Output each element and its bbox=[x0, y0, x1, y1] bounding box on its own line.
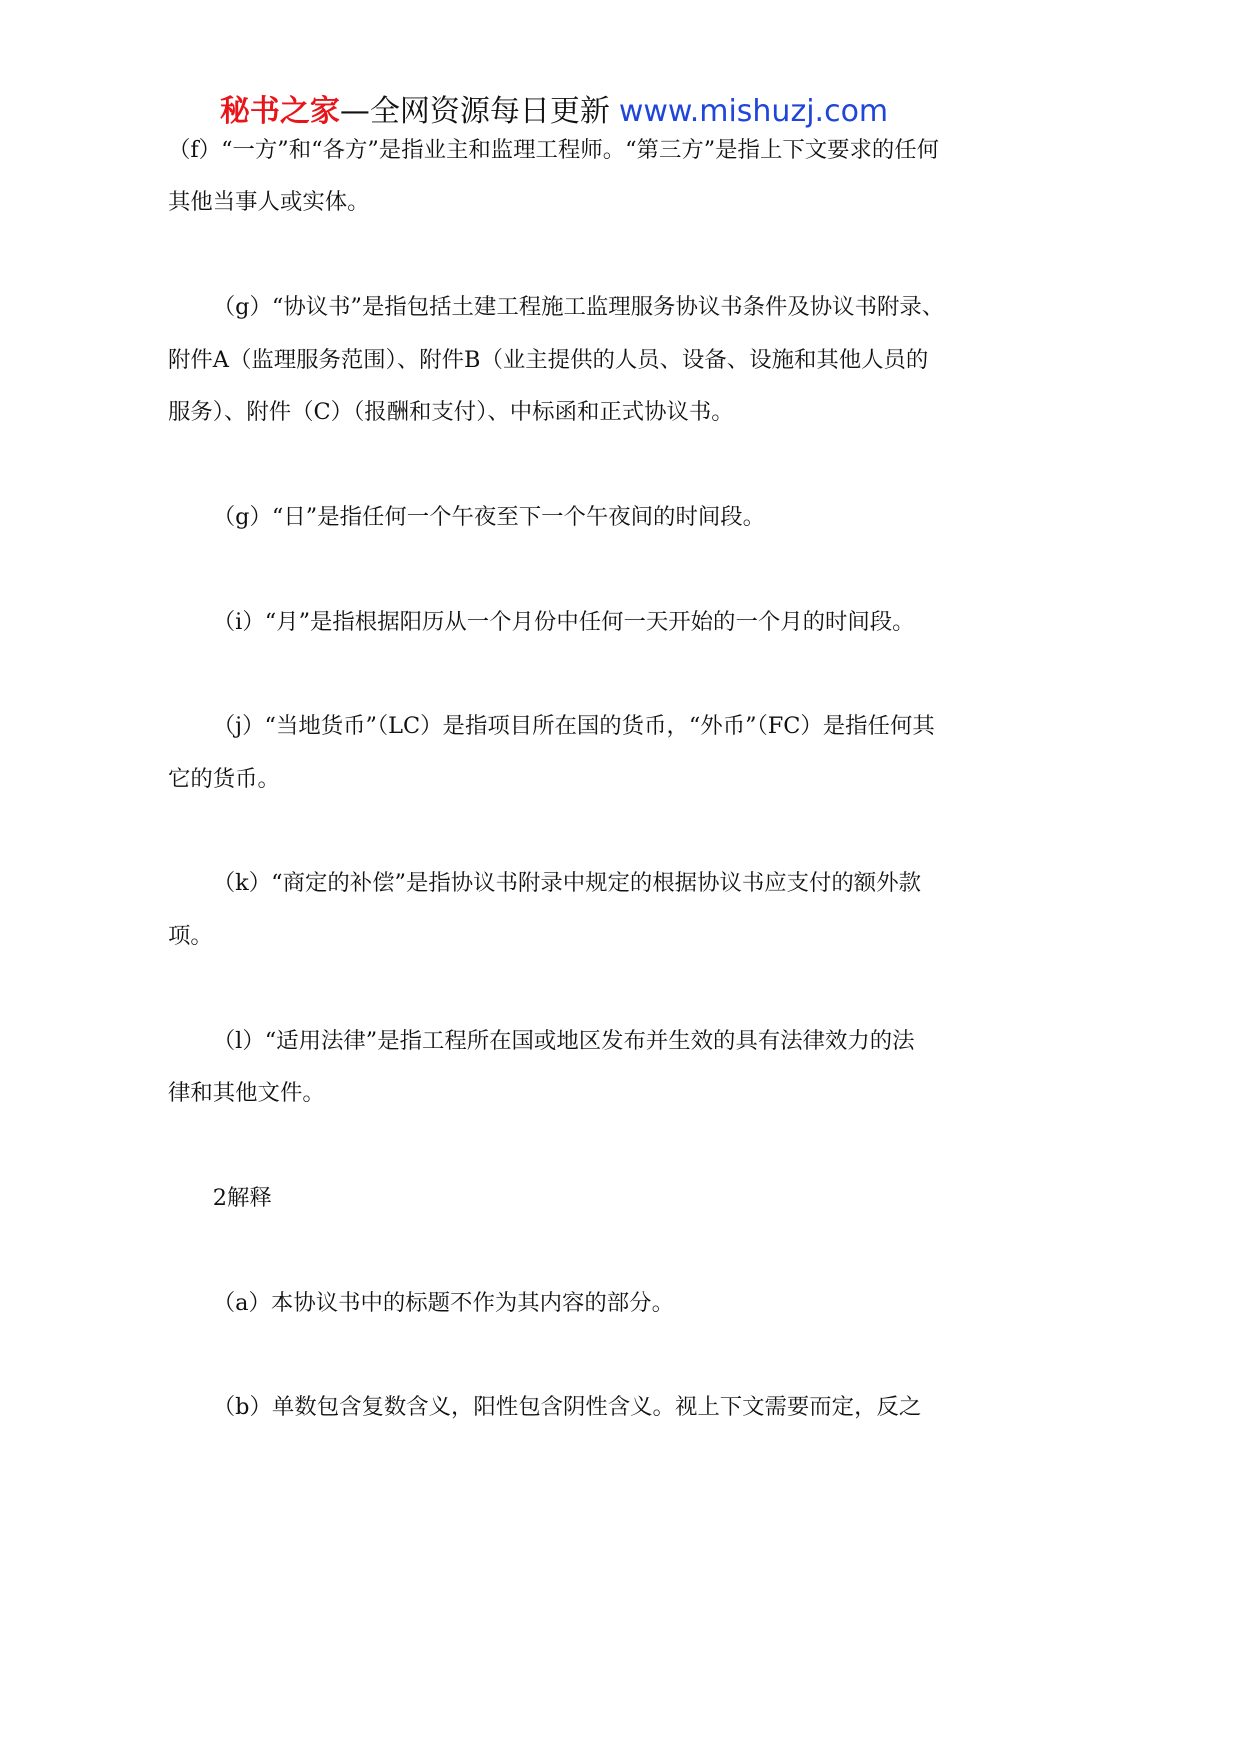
text-line: 律和其他文件。 bbox=[168, 1080, 325, 1107]
text-line: （g）“日”是指任何一个午夜至下一个午夜间的时间段。 bbox=[212, 503, 766, 530]
text-line: 服务）、附件（C）（报酬和支付）、中标函和正式协议书。 bbox=[168, 398, 734, 425]
definition-month bbox=[168, 596, 988, 648]
site-url: www.mishuzj.com bbox=[618, 94, 889, 129]
text-line: 附件A（监理服务范围）、附件B（业主提供的人员、设备、设施和其他人员的 bbox=[168, 346, 929, 373]
text-line: 它的货币。 bbox=[168, 765, 280, 792]
definition-party bbox=[168, 124, 988, 229]
definition-agreement bbox=[168, 281, 988, 438]
definition-day bbox=[168, 491, 988, 543]
text-line: （f）“一方”和“各方”是指业主和监理工程师。“第三方”是指上下文要求的任何 bbox=[168, 137, 940, 163]
site-tagline: —全网资源每日更新 bbox=[339, 94, 610, 129]
site-brand: 秘书之家 bbox=[219, 94, 340, 129]
clause-singular-plural bbox=[168, 1381, 988, 1433]
definition-currency bbox=[168, 700, 988, 805]
text-line: （a）本协议书中的标题不作为其内容的部分。 bbox=[212, 1289, 674, 1316]
text-line: 2解释 bbox=[212, 1184, 272, 1211]
text-line: （g）“协议书”是指包括土建工程施工监理服务协议书条件及协议书附录、 bbox=[212, 294, 945, 321]
text-line: （j）“当地货币”（LC）是指项目所在国的货币，“外币”（FC）是指任何其 bbox=[212, 713, 935, 740]
text-line: 其他当事人或实体。 bbox=[168, 189, 370, 216]
text-line: （l）“适用法律”是指工程所在国或地区发布并生效的具有法律效力的法 bbox=[212, 1027, 915, 1054]
document-body bbox=[168, 124, 988, 1486]
text-line: 项。 bbox=[168, 922, 213, 949]
section-heading-interpretation bbox=[168, 1172, 988, 1224]
text-line: （b）单数包含复数含义，阳性包含阴性含义。视上下文需要而定，反之 bbox=[212, 1394, 922, 1421]
definition-applicable-law bbox=[168, 1015, 988, 1120]
text-line: （k）“商定的补偿”是指协议书附录中规定的根据协议书应支付的额外款 bbox=[212, 870, 921, 897]
text-line: （i）“月”是指根据阳历从一个月份中任何一天开始的一个月的时间段。 bbox=[212, 608, 915, 635]
definition-agreed-compensation bbox=[168, 857, 988, 962]
clause-headings bbox=[168, 1277, 988, 1329]
